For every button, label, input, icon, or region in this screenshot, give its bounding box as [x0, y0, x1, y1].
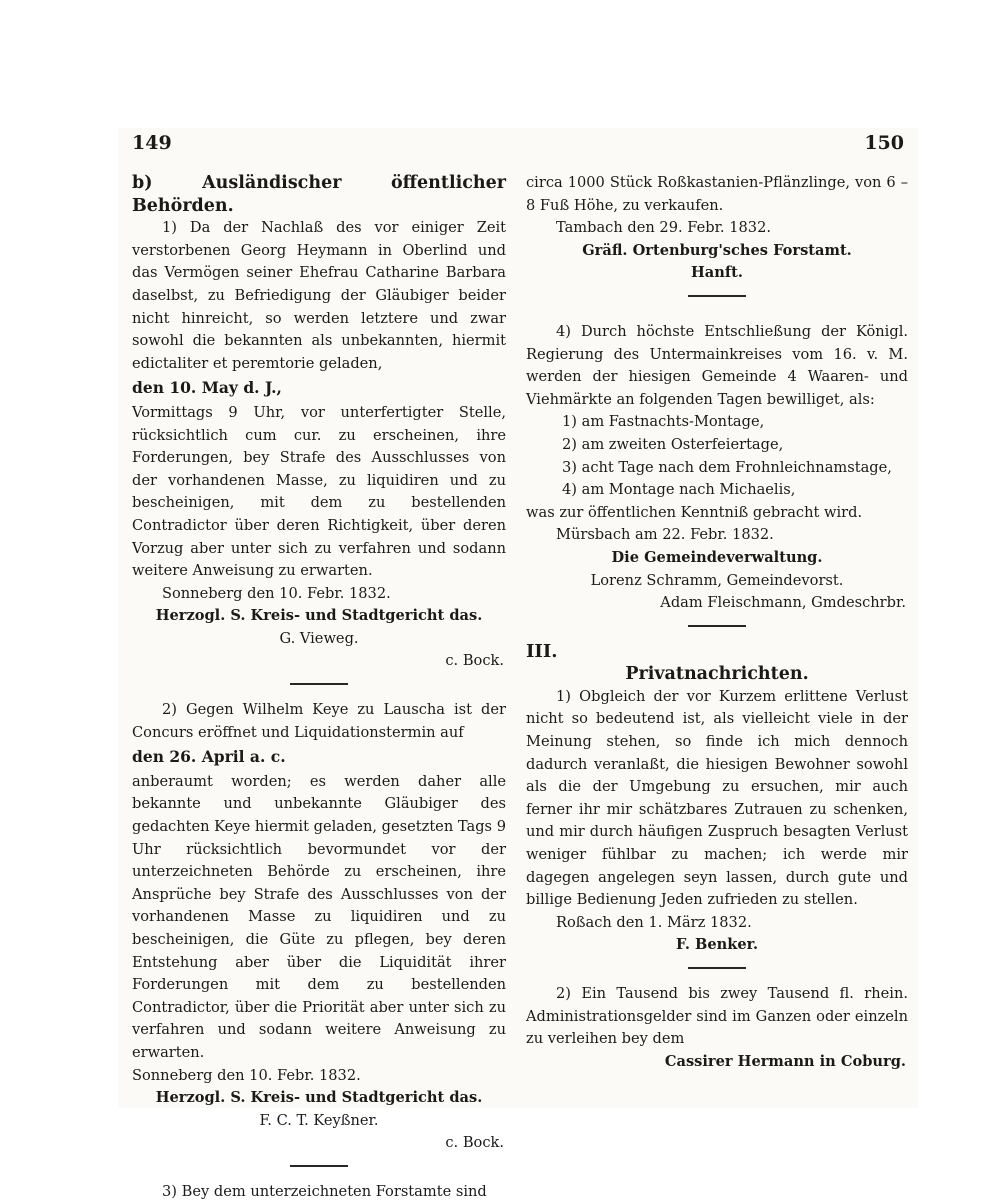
right-column — [526, 172, 908, 1073]
section-number: III. — [526, 640, 558, 662]
notice-2-date: den 26. April a. c. — [132, 747, 286, 767]
notice-1-authority: Herzogl. S. Kreis- und Stadtgericht das. — [155, 607, 483, 625]
notice-1-place-date: Sonneberg den 10. Febr. 1832. — [162, 584, 391, 602]
notice-3-signer: Hanft. — [691, 264, 743, 282]
notice-3-text-cont: circa 1000 Stück Roßkastanien-Pflänzlinge, von 6 – 8 Fuß Höhe, zu verkaufen. — [526, 174, 908, 214]
notice-1-clerk: c. Bock. — [445, 652, 504, 670]
notice-4-signer-1: Lorenz Schramm, Gemeindevorst. — [590, 571, 844, 589]
section-heading: b) Ausländischer öffentlicher Behörden. — [132, 173, 506, 216]
separator-rule — [688, 625, 746, 627]
private-notice-2-text: 2) Ein Tausend bis zwey Tausend fl. rhein. Administrationsgelder sind im Ganzen oder einzeln zu verleihen bey dem — [526, 985, 908, 1048]
notice-3-place-date: Tambach den 29. Febr. 1832. — [556, 219, 771, 237]
notice-4-place-date: Mürsbach am 22. Febr. 1832. — [556, 526, 774, 544]
notice-4-authority: Die Gemeindeverwaltung. — [611, 548, 823, 566]
notice-4-closing: was zur öffentlichen Kenntniß gebracht wird. — [526, 503, 863, 521]
notice-4-text: 4) Durch höchste Entschließung der Königl. Regierung des Untermainkreises vom 16. v. M. werden der hiesigen Gemeinde 4 Waaren- und Viehmärkte an folgenden Tagen bewilliget, als: — [526, 322, 908, 408]
notice-2-text: 2) Gegen Wilhelm Keye zu Lauscha ist der Concurs eröffnet und Liquidationstermin auf — [132, 701, 506, 741]
separator-rule — [688, 967, 746, 969]
private-notice-1-place-date: Roßach den 1. März 1832. — [556, 913, 752, 931]
separator-rule — [290, 683, 348, 685]
notice-2-text-cont: anberaumt worden; es werden daher alle bekannte und unbekannte Gläubiger des gedachten Keye hiermit geladen, gesetzten Tags 9 Uhr rücksichtlich bevormundet vor der unterzeichneten Behörde zu erscheinen, ihre Ansprüche bey Strafe des Ausschlusses von der vorhandenen Masse zu liquidiren und zu bescheinigen, die Güte zu pflegen, bey deren Entstehung aber über die Liquidität ihrer Forderungen mit dem zu bestellenden Contradictor, über die Priorität aber unter sich zu verfahren und sodann weitere Anweisung zu erwarten. — [132, 772, 506, 1061]
market-days-list — [526, 411, 908, 501]
notice-1-text-cont: Vormittags 9 Uhr, vor unterfertigter Stelle, rücksichtlich cum cur. zu erscheinen, ihre Forderungen, bey Strafe des Ausschlusses von der vorhandenen Masse, zu liquidiren und zu bescheinigen, mit dem zu bestellenden Contradictor über deren Richtigkeit, über deren Vorzug aber unter sich zu verfahren und sodann weitere Anweisung zu erwarten. — [132, 403, 506, 580]
notice-1-date: den 10. May d. J., — [132, 378, 282, 398]
notice-2-place-date: Sonneberg den 10. Febr. 1832. — [132, 1066, 361, 1084]
list-item: 3) acht Tage nach dem Frohnleichnamstage, — [562, 458, 892, 476]
notice-4-signer-2: Adam Fleischmann, Gmdeschrbr. — [660, 594, 906, 612]
notice-2-signer: F. C. T. Keyßner. — [259, 1111, 379, 1129]
page-number-right: 150 — [864, 132, 904, 154]
notice-3-start: 3) Bey dem unterzeichneten Forstamte sind — [162, 1182, 487, 1200]
section-title: Privatnachrichten. — [625, 664, 809, 685]
private-notice-1-signer: F. Benker. — [675, 936, 759, 954]
list-item: 1) am Fastnachts-Montage, — [562, 413, 765, 431]
page-number-left: 149 — [132, 132, 172, 154]
notice-2-authority: Herzogl. S. Kreis- und Stadtgericht das. — [155, 1089, 483, 1107]
left-column — [132, 172, 506, 1204]
notice-3-authority: Gräfl. Ortenburg'sches Forstamt. — [582, 241, 852, 259]
notice-1-text: 1) Da der Nachlaß des vor einiger Zeit verstorbenen Georg Heymann in Oberlind und das Vermögen seiner Ehefrau Catharine Barbara daselbst, zu Befriedigung der Gläubiger beider nicht hinreicht, so werden letztere und zwar sowohl die bekannten als unbekannten, hiermit edictaliter et peremtorie geladen, — [132, 219, 506, 372]
private-notice-2-signer: Cassirer Hermann in Coburg. — [664, 1052, 906, 1070]
separator-rule — [290, 1165, 348, 1167]
separator-rule — [688, 295, 746, 297]
private-notice-1-text: 1) Obgleich der vor Kurzem erlittene Verlust nicht so bedeutend ist, als vielleicht viele in der Meinung stehen, so finde ich mich dennoch dadurch veranlaßt, die hiesigen Bewohner sowohl als die der Umgebung zu ersuchen, mir auch ferner ihr mir schätzbares Zutrauen zu schenken, und mir durch häufigen Zuspruch besagten Verlust weniger fühlbar zu machen; ich werde mir dagegen angelegen seyn lassen, durch gute und billige Bedienung Jeden zufrieden zu stellen. — [526, 687, 908, 909]
notice-1-signer: G. Vieweg. — [279, 629, 359, 647]
list-item: 2) am zweiten Osterfeiertage, — [562, 435, 784, 453]
list-item: 4) am Montage nach Michaelis, — [562, 481, 796, 499]
notice-2-clerk: c. Bock. — [445, 1134, 504, 1152]
